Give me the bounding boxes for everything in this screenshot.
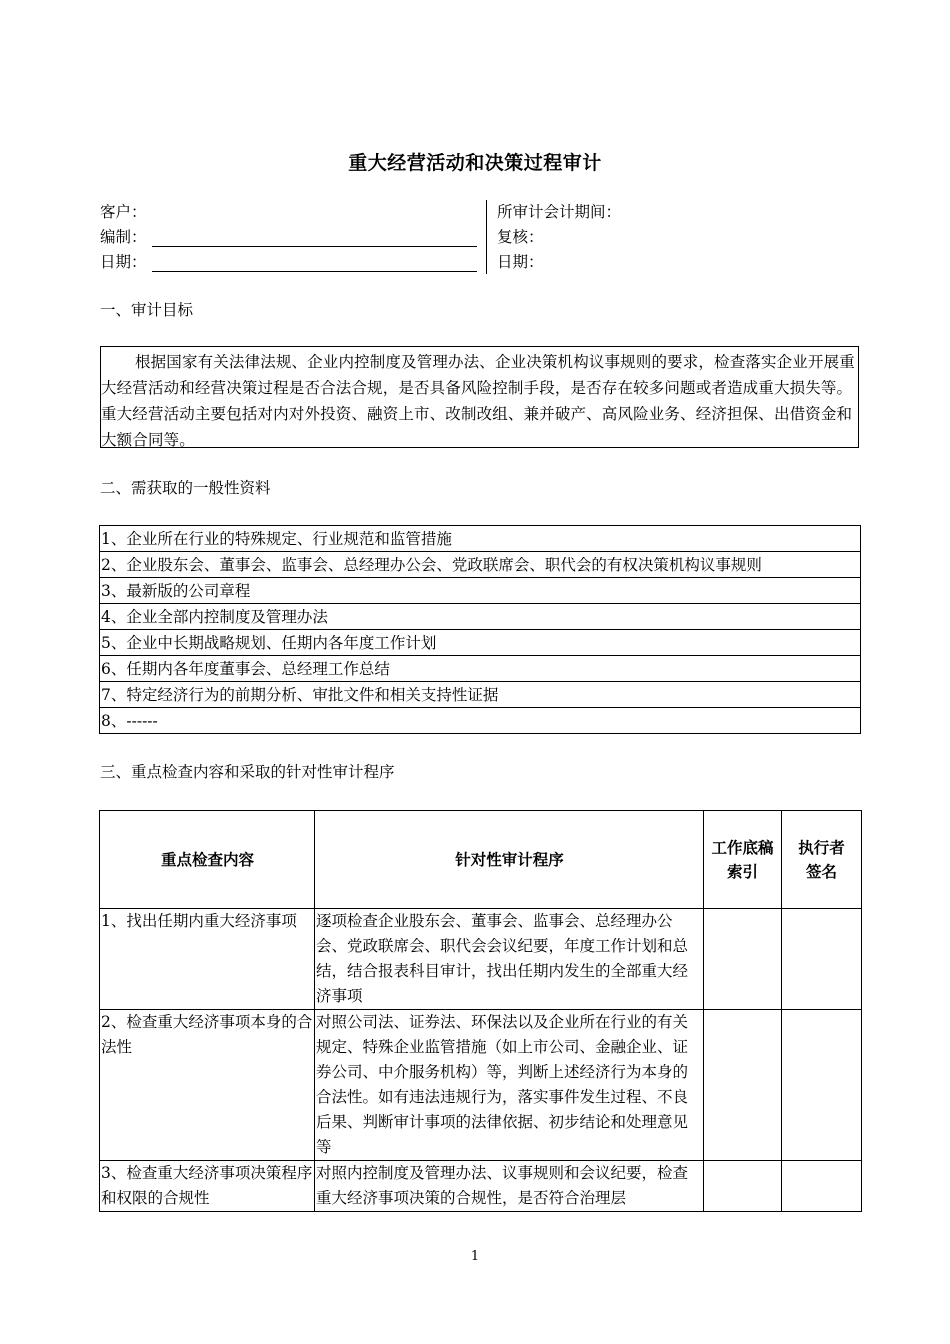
list-item-text: 5、企业中长期战略规划、任期内各年度工作计划 [100, 630, 861, 656]
column-header-procedure: 针对性审计程序 [315, 811, 704, 909]
procedure-cell: 对照内控制度及管理办法、议事规则和会议纪要，检查重大经济事项决策的合规性，是否符合治理层 [315, 1161, 704, 1212]
table-row [100, 1010, 862, 1161]
document-title: 重大经营活动和决策过程审计 [348, 152, 602, 174]
check-content-cell: 1、找出任期内重大经济事项 [100, 909, 315, 1010]
header-divider [486, 200, 487, 274]
section3-heading: 三、重点检查内容和采取的针对性审计程序 [100, 763, 395, 781]
prepared-label: 编制： [100, 228, 147, 246]
signer-cell[interactable] [782, 1010, 862, 1161]
date-line-left[interactable] [152, 251, 477, 272]
column-header-index: 工作底稿索引 [704, 811, 782, 909]
list-item [100, 604, 861, 630]
section1-text: 根据国家有关法律法规、企业内控制度及管理办法、企业决策机构议事规则的要求，检查落实企业开展重大经营活动和经营决策过程是否合法合规，是否具备风险控制手段，是否存在较多问题或者造成重大损失等。重大经营活动主要包括对内对外投资、融资上市、改制改组、兼并破产、高风险业务、经济担保、出借资金和大额合同等。 [100, 346, 859, 448]
list-item-text: 7、特定经济行为的前期分析、审批文件和相关支持性证据 [100, 682, 861, 708]
column-header-content: 重点检查内容 [100, 811, 315, 909]
check-content-cell: 2、检查重大经济事项本身的合法性 [100, 1010, 315, 1161]
section2-heading: 二、需获取的一般性资料 [100, 479, 271, 497]
period-label: 所审计会计期间： [497, 203, 622, 221]
date-label-left: 日期： [100, 253, 147, 271]
section1-heading: 一、审计目标 [100, 301, 194, 319]
header-info-block [100, 200, 860, 274]
list-item [100, 630, 861, 656]
list-item-text: 6、任期内各年度董事会、总经理工作总结 [100, 656, 861, 682]
list-item [100, 552, 861, 578]
list-item-text: 3、最新版的公司章程 [100, 578, 861, 604]
list-item-text: 8、------ [100, 708, 861, 734]
materials-list [99, 525, 861, 734]
signer-cell[interactable] [782, 1161, 862, 1212]
procedure-cell: 对照公司法、证券法、环保法以及企业所在行业的有关规定、特殊企业监管措施（如上市公司、金融企业、证券公司、中介服务机构）等，判断上述经济行为本身的合法性。如有违法违规行为，落实事件发生过程、不良后果、判断审计事项的法律依据、初步结论和处理意见等 [315, 1010, 704, 1161]
procedure-cell: 逐项检查企业股东会、董事会、监事会、总经理办公会、党政联席会、职代会会议纪要，年度工作计划和总结，结合报表科目审计，找出任期内发生的全部重大经济事项 [315, 909, 704, 1010]
list-item [100, 578, 861, 604]
list-item-text: 4、企业全部内控制度及管理办法 [100, 604, 861, 630]
audit-procedure-table [99, 810, 862, 1212]
list-item [100, 656, 861, 682]
table-row [100, 909, 862, 1010]
list-item [100, 526, 861, 552]
check-content-cell: 3、检查重大经济事项决策程序和权限的合规性 [100, 1161, 315, 1212]
client-label: 客户： [100, 203, 147, 221]
table-header-row [100, 811, 862, 909]
list-item-text: 1、企业所在行业的特殊规定、行业规范和监管措施 [100, 526, 861, 552]
index-cell[interactable] [704, 909, 782, 1010]
date-label-right: 日期： [497, 253, 544, 271]
list-item [100, 682, 861, 708]
list-item-text: 2、企业股东会、董事会、监事会、总经理办公会、党政联席会、职代会的有权决策机构议事规则 [100, 552, 861, 578]
page-number: 1 [470, 1249, 480, 1264]
list-item [100, 708, 861, 734]
index-cell[interactable] [704, 1161, 782, 1212]
column-header-signer: 执行者签名 [782, 811, 862, 909]
index-cell[interactable] [704, 1010, 782, 1161]
review-label: 复核： [497, 228, 544, 246]
table-row [100, 1161, 862, 1212]
prepared-line[interactable] [152, 226, 477, 247]
signer-cell[interactable] [782, 909, 862, 1010]
